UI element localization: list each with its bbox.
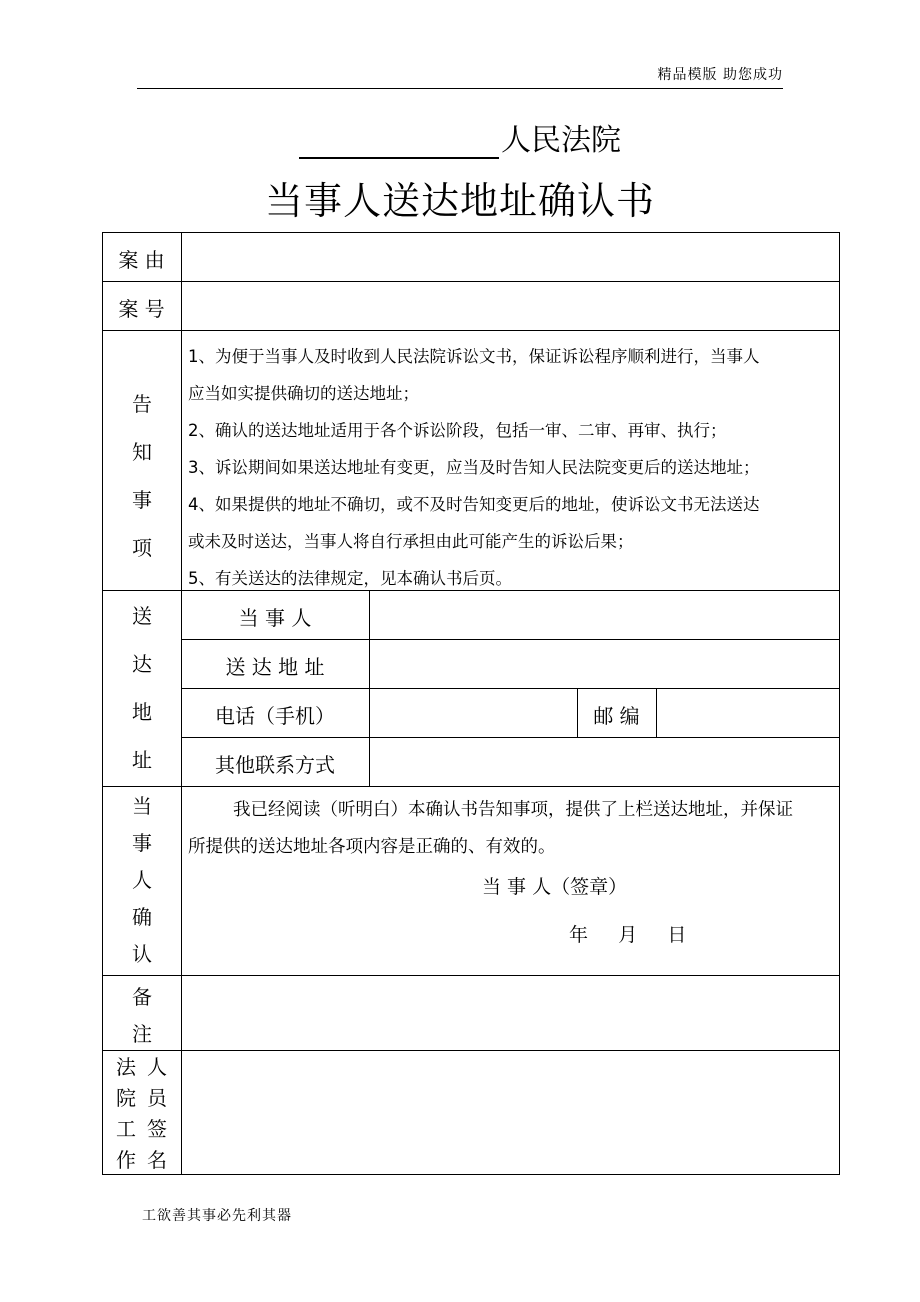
confirm-line: 所提供的送达地址各项内容是正确的、有效的。 bbox=[188, 837, 556, 857]
court-name-blank[interactable] bbox=[299, 123, 499, 159]
phone-field[interactable] bbox=[370, 689, 577, 737]
postcode-label: 邮 编 bbox=[593, 704, 640, 728]
notice-line: 5、有关送达的法律规定，见本确认书后页。 bbox=[188, 569, 512, 588]
notice-line: 或未及时送达，当事人将自行承担由此可能产生的诉讼后果； bbox=[188, 532, 634, 551]
date-label: 年 月 日 bbox=[569, 924, 687, 946]
case-cause-field[interactable] bbox=[182, 233, 839, 281]
remarks-label: 备 注 bbox=[132, 985, 152, 1046]
notice-line: 应当如实提供确切的送达地址； bbox=[188, 384, 419, 403]
party-field[interactable] bbox=[370, 591, 839, 639]
other-contact-label: 其他联系方式 bbox=[215, 753, 335, 777]
case-number-label: 案 号 bbox=[118, 297, 165, 321]
staff-label-right: 人 员 签 名 bbox=[147, 1055, 167, 1172]
confirm-line: 我已经阅读（听明白）本确认书告知事项，提供了上栏送达地址，并保证 bbox=[233, 800, 793, 820]
footer-slogan: 工欲善其事必先利其器 bbox=[142, 1208, 292, 1224]
row-divider bbox=[102, 786, 840, 787]
notice-line: 2、确认的送达地址适用于各个诉讼阶段，包括一审、二审、再审、执行； bbox=[188, 421, 727, 440]
address-label: 送 达 地 址 bbox=[225, 655, 325, 679]
page-title: 当事人送达地址确认书 bbox=[264, 179, 655, 223]
address-section-label: 送 达 地 址 bbox=[132, 604, 152, 772]
remarks-field[interactable] bbox=[182, 976, 839, 1050]
staff-label-left: 法 院 工 作 bbox=[116, 1055, 136, 1172]
other-contact-field[interactable] bbox=[370, 738, 839, 786]
notice-label: 告 知 事 项 bbox=[132, 392, 152, 560]
confirm-label: 当 事 人 确 认 bbox=[132, 794, 152, 966]
case-cause-label: 案 由 bbox=[118, 248, 165, 272]
phone-label: 电话（手机） bbox=[215, 704, 335, 728]
address-field[interactable] bbox=[370, 640, 839, 688]
signature-label: 当 事 人（签章） bbox=[482, 876, 628, 898]
staff-signature-field[interactable] bbox=[182, 1051, 839, 1174]
court-suffix: 人民法院 bbox=[501, 123, 621, 158]
court-name bbox=[0, 115, 920, 159]
notice-line: 4、如果提供的地址不确切，或不及时告知变更后的地址，使诉讼文书无法送达 bbox=[188, 495, 760, 514]
notice-line: 1、为便于当事人及时收到人民法院诉讼文书，保证诉讼程序顺利进行，当事人 bbox=[188, 347, 760, 366]
case-number-field[interactable] bbox=[182, 282, 839, 330]
notice-text bbox=[188, 338, 838, 597]
confirm-text bbox=[188, 792, 836, 866]
header-slogan: 精品模版 助您成功 bbox=[137, 64, 783, 89]
postcode-field[interactable] bbox=[657, 689, 839, 737]
row-divider bbox=[102, 330, 840, 331]
notice-line: 3、诉讼期间如果送达地址有变更，应当及时告知人民法院变更后的送达地址； bbox=[188, 458, 760, 477]
party-label: 当 事 人 bbox=[238, 606, 312, 630]
